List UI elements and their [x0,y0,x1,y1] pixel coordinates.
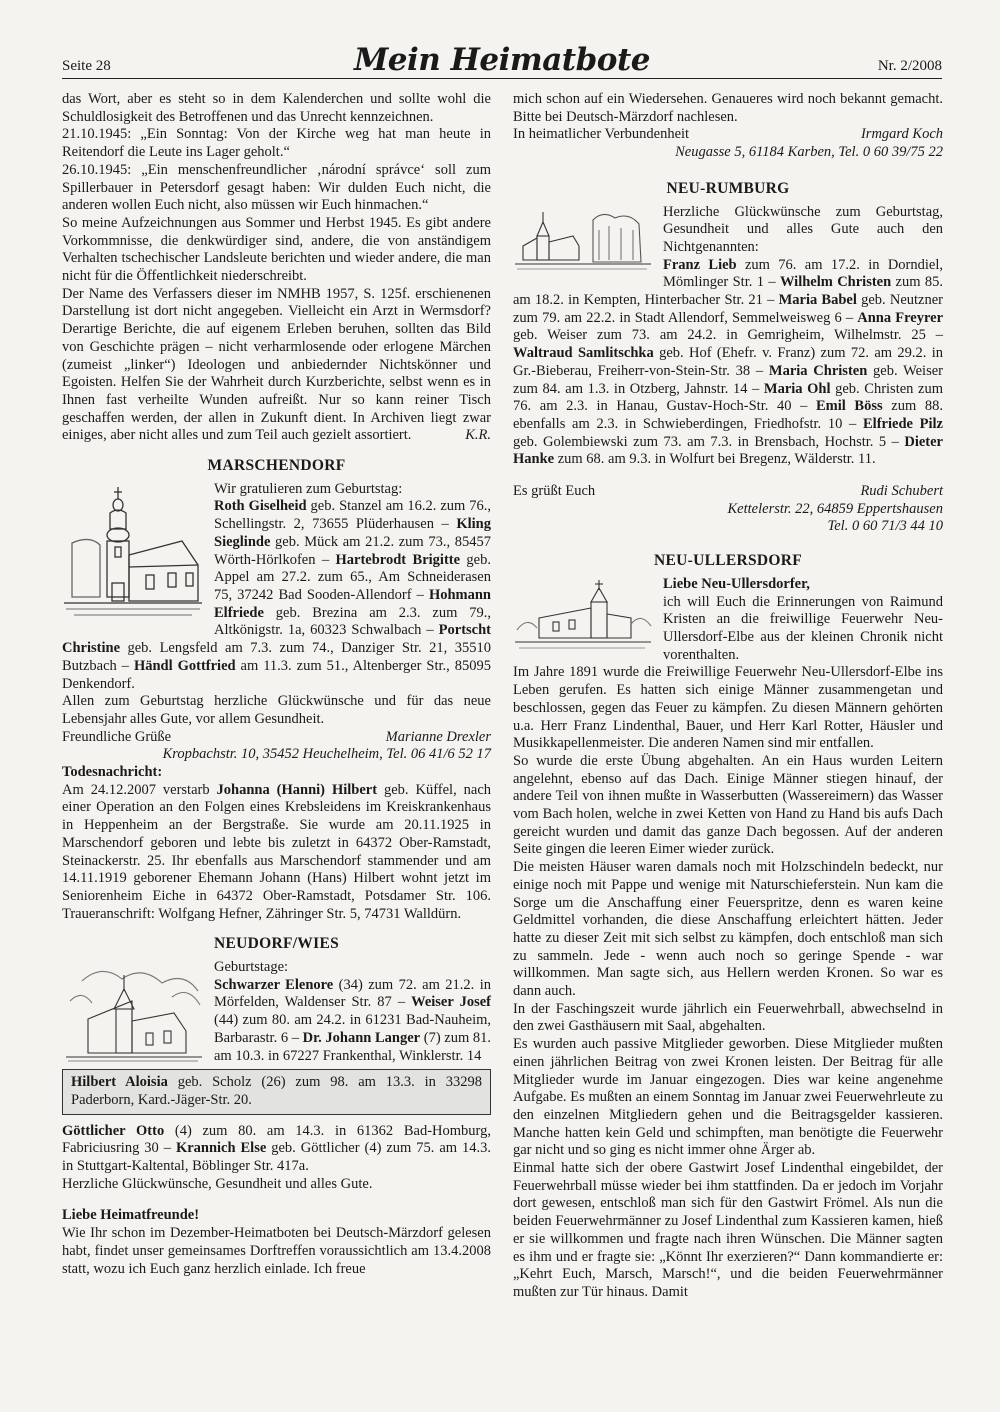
section-title-neudorf: NEUDORF/WIES [213,935,340,953]
page-number: Seite 28 [62,58,111,74]
article-paragraph: ich will Euch die Erinnerungen von Raimund Kristen an die freiwillige Feuerwehr Neu-Ullersdorf-Elbe aus der kleinen Chronik nicht vorenthalten. [663,593,943,663]
section-title-neu-rumburg: NEU-RUMBURG [666,179,790,197]
person-details: geb. Weiser zum 84. am 1.3. in Otzberg, Jahnstr. 14 – [513,362,943,397]
birthday-intro: Herzliche Glückwünsche zum Geburtstag, Gesundheit und alles Gute auch den Nichtgenannten: [663,203,943,255]
church-illustration [62,961,204,1065]
person-name: Portscht Christine [62,622,491,657]
birthday-list [62,1123,491,1176]
article-paragraph: 21.10.1945: „Ein Sonntag: Von der Kirche weg hat man heute in Reitendorf die Leute ins Lager geholt.“ [62,126,491,161]
ullersdorf-church-drawing [513,578,653,654]
masthead: Mein Heimatbote [353,42,651,78]
birthday-intro: Geburtstage: [214,959,289,976]
greeting: In heimatlicher Verbundenheit [513,126,690,143]
article-paragraph: Es wurden auch passive Mitglieder geworben. Diese Mitglieder mußten einen jährlichen Beitrag von zwei Kronen leisten. Der Beitrag für alle Mitglieder wurde im Januar eingezogen. Dies war keine angenehme Aufgabe. Es mußten an einem Sonntag im Januar zwei Feuerwehrleute zu den einzelnen Mitgliedern gehen und die Beitragsgelder kassieren. Manche hatten kein Geld und schimpften, man benötigte die Feuerwehr gar nicht und so ging es nicht immer ohne Ärger ab. [513,1036,943,1159]
person-details: geb. Hof (Ehefr. v. Franz) zum 72. am 29.2. in Gr.-Bieberau, Freiherr-von-Stein-Str. 38 – [513,345,944,379]
person-details: geb. Brezina am 2.3. zum 79., Altkönigstr. 1a, 60323 Schwalbach – [214,604,491,639]
person-name: Maria Ohl [763,380,831,397]
article-paragraph: Im Jahre 1891 wurde die Freiwillige Feuerwehr Neu-Ullersdorf-Elbe ins Leben gerufen. Es hatten sich einige Männer zusammengetan und beschlossen, gegen das Feuer zu kämpfen. Zu diesen Männern gehörten u.a. Herr Franz Lindenthal, Bauer, und Herr Karl Rotter, Häusler und Musikkapellenmeister. Die anderen Namen sind mir entfallen. [513,664,943,752]
village-church-drawing [513,206,653,274]
issue-number: Nr. 2/2008 [877,58,942,74]
person-name: Krannich Else [175,1140,267,1157]
person-details: geb. Lengsfeld am 7.3. zum 74., Danziger Str. 21, 35510 Butzbach – [62,640,491,674]
person-details: geb. Göttlicher (4) zum 75. am 14.3. in Stuttgart-Kaltental, Böblinger Str. 417a. [62,1140,492,1175]
person-details: geb. Christen zum 76. am 2.3. in Hanau, Gustav-Hoch-Str. 40 – [513,380,943,415]
obituary-body: geb. Küffel, nach einer Operation an den Folgen eines Krebsleidens im Kreiskrankenhaus in Heppenheim an der Bergstraße. Sie wurde am 20.11.1925 in Marschendorf geboren und lebte bis zuletzt in 64372 Ober-Ramstadt, Steinackerstr. 25. Ihr ebenfalls aus Marschendorf stammender und am 14.11.1919 geborener Ehemann Johann (Hans) Hilbert wohnt jetzt im Seniorenheim Eiche in 64372 Ober-Ramstadt, Potsdamer Str. 106. Traueranschrift: Wolfgang Hefner, Zähringer Str. 5, 74731 Walldürn. [62,781,492,922]
person-name: Anna Freyrer [857,309,944,326]
signer-address: Kettelerstr. 22, 64859 Eppertshausen [727,500,943,517]
greeting: Es grüßt Euch [513,483,596,500]
person-name: Kling Sieglinde [214,516,491,550]
person-name: Dieter Hanke [513,433,943,468]
article-paragraph: In der Faschingszeit wurde jährlich ein Feuerwehrball, abwechselnd in den zwei Gasthäusern mit Saal, abgehalten. [513,1000,943,1035]
closing-text: Allen zum Geburtstag herzliche Glückwünsche und für das neue Lebensjahr alles Gute, vor allem Gesundheit. [62,693,491,727]
birthday-intro: Wir gratulieren zum Geburtstag: [214,480,403,497]
greeting: Freundliche Grüße [62,728,172,745]
person-details: am 11.3. zum 51., Altenberger Str., 85095 Denkendorf. [62,657,491,692]
person-name: Hartebrodt Brigitte [335,551,461,568]
person-details: (7) zum 81. am 10.3. in 67227 Frankenthal, Winklerstr. 14 [214,1029,491,1064]
obituary-title: Todesnachricht: [62,764,163,781]
person-details: (34) zum 72. am 21.2. in Mörfelden, Waldenser Str. 87 – [214,976,491,1011]
article-text: Der Name des Verfassers dieser im NMHB 1957, S. 125f. erschienenen Darstellung ist dort nicht angegeben. Vielleicht ein Arzt in Wermsdorf? Derartige Berichte, die auf eigenem Erleben beruhen, sollten das Bild von Geschichte prägen – nicht verharmlosende oder erlogene Märchen (zumeist „linker“) Ideologen und anbiedernder Nichtskönner und Egoisten. Helfen Sie der Wahrheit durch Kurzberichte, selbst wenn es in Ihnen fast verheilte Wunden aufreißt. Nur so kann reiner Tisch geschaffen werden, der allen in Zukunft dient. In Archiven liegt zwar einiges, aber nicht alles und zum Teil auch gezielt assortiert. [62,285,491,444]
section-title-marschendorf: MARSCHENDORF [207,457,346,475]
signature-line [513,483,943,501]
person-details: geb. Stanzel am 16.2. zum 76., Schellingstr. 2, 73655 Plüderhausen – [214,498,492,533]
section-title-neu-ullersdorf: NEU-ULLERSDORF [653,552,803,570]
heimat-title: Liebe Heimatfreunde! [62,1207,200,1224]
person-name: Maria Babel [778,292,857,309]
person-name: Elfriede Pilz [863,415,943,432]
obituary-text [62,782,491,924]
signer-name: Irmgard Koch [860,126,943,143]
page-header [62,42,942,79]
person-name: Weiser Josef [411,994,491,1011]
person-name: Roth Giselheid [214,498,307,515]
article-paragraph: das Wort, aber es steht so in dem Kalenderchen und sollte wohl die Schuldlosigkeit des Betroffenen und das Unrecht kennzeichnen. [62,91,491,125]
church-illustration [62,483,204,621]
article-paragraph: Einmal hatte sich der obere Gastwirt Josef Lindenthal eingebildet, der Feuerwehrball müsse wieder bei ihm stattfinden. Da er jedoch im Vorjahr dort gewesen, entschloß man sich für den Gastwirt Frömel. Als nun die beiden Feuerwehrmänner zu Josef Lindenthal zum Kassieren kamen, hieß er sie willkommen und fragte nach ihren Wünschen. Die Männer sagten es ihm und er fragte sie: „Könnt Ihr exerzieren?“ Dann kommandierte er: „Kehrt Euch, Marsch, Marsch!“, und die beiden Feuerwehrmänner mußten zur Tür hinaus. Damit [513,1160,943,1300]
person-name: Hilbert Aloisia [71,1074,168,1091]
person-name: Hohmann Elfriede [214,586,491,621]
church-illustration [513,578,653,654]
birthday-list [513,257,943,469]
person-details: zum 76. am 17.2. in Dorndiel, Mömlinger Str. 1 – [663,256,943,291]
deceased-name: Johanna (Hanni) Hilbert [216,781,378,798]
church-illustration [513,206,653,274]
person-details: geb. Mück am 21.2. zum 73., 85457 Wörth-Hörlkofen – [214,533,491,568]
person-details: geb. Golembiewski zum 73. am 7.3. in Brensbach, Hochstr. 5 – [513,433,905,450]
chapel-drawing [62,961,204,1065]
article-paragraph [62,286,491,445]
person-details: (44) zum 80. am 24.2. in 61231 Bad-Nauheim, Barbarastr. 6 – [214,1012,491,1046]
signer-name: Marianne Drexler [385,728,491,745]
closing-text: Herzliche Glückwünsche, Gesundheit und alles Gute. [62,1175,373,1192]
right-column [513,91,943,1302]
person-name: Wilhelm Christen [779,274,892,291]
person-details: zum 85. am 18.2. in Kempten, Hinterbacher Str. 21 – [513,274,944,309]
signature-line [62,729,491,747]
heimat-text: Wie Ihr schon im Dezember-Heimatboten bei Deutsch-Märzdorf gelesen habt, findet unser gemeinsames Dorftreffen voraussichtlich am 13.4.2008 statt, wozu ich Euch ganz herzlich einlade. Ich freue [62,1225,491,1277]
signer-address: Neugasse 5, 61184 Karben, Tel. 0 60 39/75 22 [675,144,943,161]
author-initials: K.R. [465,427,491,444]
obituary-lead: Am 24.12.2007 verstarb [62,781,217,798]
person-details: (4) zum 80. am 14.3. in 61362 Bad-Homburg, Fabriciusring 30 – [62,1122,491,1157]
signer-name: Rudi Schubert [860,483,943,500]
person-details: geb. Scholz (26) zum 98. am 13.3. in 33298 Paderborn, Kard.-Jäger-Str. 20. [71,1074,483,1108]
salutation: Liebe Neu-Ullersdorfer, [663,575,810,592]
person-name: Händl Gottfried [133,657,236,674]
church-drawing [62,483,204,621]
article-paragraph: 26.10.1945: „Ein menschenfreundlicher ‚národní správce‘ soll zum Spillerbauer in Petersdorf gesagt haben: Wir dulden Euch nicht, die anderen wollen Euch nicht, also müssen wir Euch hinmachen.“ [62,161,491,214]
person-name: Emil Böss [816,398,883,415]
signer-address: Kropbachstr. 10, 35452 Heuchelheim, Tel. 06 41/6 52 17 [162,746,491,763]
person-name: Göttlicher Otto [62,1122,165,1139]
person-name: Dr. Johann Langer [302,1029,421,1046]
article-paragraph: So meine Aufzeichnungen aus Sommer und Herbst 1945. Es gibt andere Vorkommnisse, die denkwürdiger sind, andere, die von anständigem Verhalten tschechischer Landsleute berichten und wieder andere, die man nicht für die Öffentlichkeit niederschreibt. [62,214,491,285]
person-name: Schwarzer Elenore [214,976,334,993]
article-paragraph: So wurde die erste Übung abgehalten. An ein Haus wurden Leitern angelehnt, ebenso auf das Dach. Einige Männer stiegen hinauf, der andere Teil von ihnen mußte in Wasserbutten (Wassereimern) das Wasser vom Bach holen, welche in zwei Ketten von Hand zu Hand bis aufs Dach gereicht wurden und damit das ganze Dach begossen. Auf der anderen Seite gingen die leeren Eimer wieder zurück. [513,752,943,858]
signer-phone: Tel. 0 60 71/3 44 10 [827,518,943,535]
person-details: geb. Appel am 27.2. zum 65., Am Schneiderasen 75, 37242 Bad Sooden-Allendorf – [214,551,491,603]
article-paragraph: mich schon auf ein Wiedersehen. Genaueres wird noch bekannt gemacht. Bitte bei Deutsch-Märzdorf nachlesen. [513,91,943,125]
article-paragraph: Die meisten Häuser waren damals noch mit Holzschindeln bedeckt, nur einige noch mit Pappe und wenige mit Naturschieferstein. Nun kam die Sorge um die Anschaffung einer Feuerspritze, denn es waren keine Geldmittel vorhanden, die diese Anschaffung erleichtert hätten. Jeder hatte zu dieser Zeit mit sich selbst zu kämpfen, doch entschloß man sich zu sammeln. Jede - wenn auch noch so geringe Spende - war willkommen. Man sagte sich, aus Hellern werden Kronen. So war es dann auch. [513,859,943,1000]
signature-line [513,126,943,144]
person-details: geb. Neutzner zum 79. am 22.2. in Stadt Allendorf, Semmelweisweg 6 – [513,292,943,326]
person-details: geb. Weiser zum 73. am 24.2. in Gemrigheim, Wilhelmstr. 25 – [513,327,943,344]
person-details: zum 88. ebenfalls am 2.3. in Schwieberdingen, Friedhofstr. 10 – [513,398,944,432]
person-name: Maria Christen [768,362,868,379]
person-name: Waltraud Samlitschka [513,345,654,362]
person-details: zum 68. am 9.3. in Wolfurt bei Bregenz, Wälderstr. 11. [554,451,876,468]
person-name: Franz Lieb [663,256,737,273]
left-column [62,91,491,1278]
highlight-box [62,1069,491,1114]
